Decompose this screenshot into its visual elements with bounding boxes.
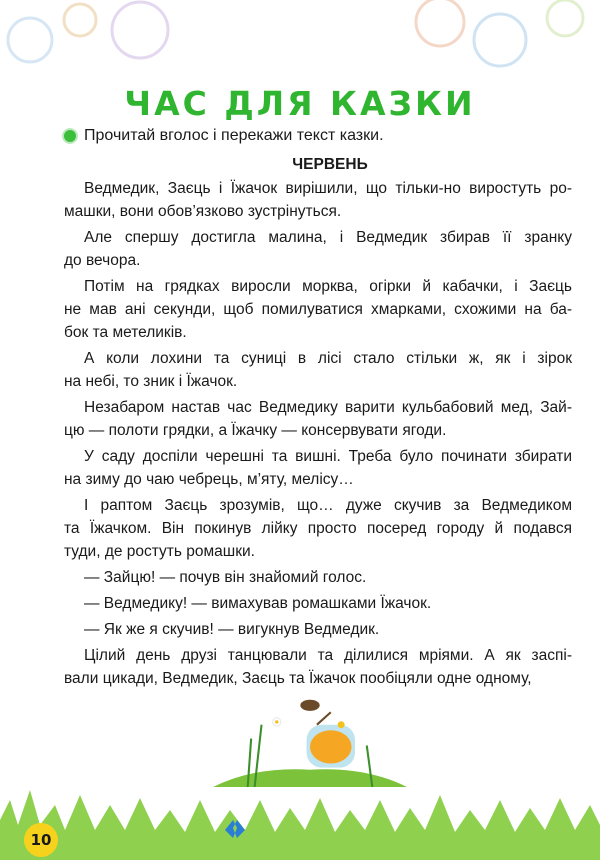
story-paragraph [64,494,572,563]
page-number: 10 [24,823,58,857]
page-title: ЧАС ДЛЯ КАЗКИ [124,84,476,123]
story-line: туди, де ростуть ромашки. [64,543,255,560]
story-line: І раптом Заєць зрозумів, що… дуже скучив за Ведмедиком [84,497,572,514]
instruction-text: Прочитай вголос і перекажи текст казки. [84,127,384,144]
story-paragraph [64,226,572,272]
story-line: бок та метеликів. [64,324,187,341]
story-paragraph [64,445,572,491]
story-paragraph [64,177,572,223]
story-paragraph [64,644,572,690]
story-line: — Зайцю! — почув він знайомий голос. [84,569,367,586]
story-line: — Ведмедику! — вимахував ромашками Їжачок. [84,595,432,612]
story-line: вали цикади, Ведмедик, Заєць та Їжачок пообіцяли одне одному, [64,670,532,687]
story-line: машки, вони обов’язково зустрінуться. [64,203,342,220]
instruction [64,127,384,145]
story-line: Але спершу достигла малина, і Ведмедик збирав її зранку [84,229,572,246]
story-line: цю — полоти грядки, а Їжачку — консервувати ягоди. [64,422,447,439]
story-line: на небі, то зник і Їжачок. [64,373,238,390]
story-line: Потім на грядках виросли морква, огірки й кабачки, і Заєць [84,278,572,295]
grass-border [0,770,600,860]
story-line: Ведмедик, Заєць і Їжачок вирішили, що тільки-но виростуть ро- [84,180,572,197]
story-line: до вечора. [64,252,141,269]
story-paragraph [64,396,572,442]
story-line: — Як же я скучив! — вигукнув Ведмедик. [84,621,380,638]
story-text [64,177,572,693]
story-line: на зиму до чаю чебрець, м’яту, мелісу… [64,471,354,488]
bullet-icon [64,130,76,142]
story-paragraph [64,566,572,589]
story-line: Незабаром настав час Ведмедику варити кульбабовий мед, Зай- [84,399,572,416]
story-line: А коли лохини та суниці в лісі стало стільки ж, як і зірок [84,350,572,367]
story-paragraph [64,592,572,615]
story-title: ЧЕРВЕНЬ [292,156,368,173]
story-line: Цілий день друзі танцювали та ділилися мріями. А як заспі- [84,647,572,664]
story-line: та Їжачком. Він покинув лійку просто посеред городу й подався [64,520,572,537]
bubbles-decoration [0,0,600,80]
story-line: У саду доспіли черешні та вишні. Треба було починати збирати [84,448,572,465]
story-paragraph [64,275,572,344]
story-line: не мав ані секунди, щоб помилуватися хмарками, схожими на ба- [64,301,572,318]
story-paragraph [64,347,572,393]
story-paragraph [64,618,572,641]
